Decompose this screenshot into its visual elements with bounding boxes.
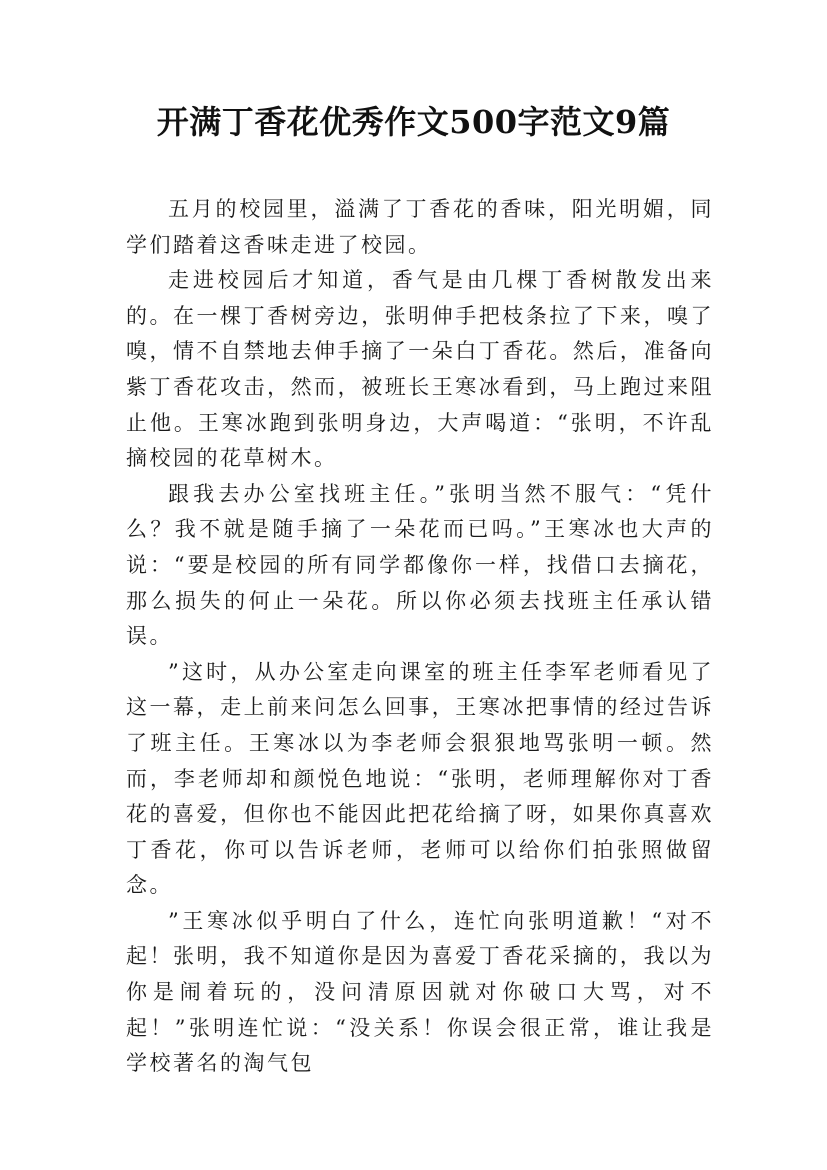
paragraph-4: ”这时，从办公室走向课室的班主任李军老师看见了这一幕，走上前来问怎么回事，王寒冰把事情的经过告诉了班主任。王寒冰以为李老师会狠狠地骂张明一顿。然而，李老师却和颜悦色地说：“张明，老师理解你对丁香花的喜爱，但你也不能因此把花给摘了呀，如果你真喜欢丁香花，你可以告诉老师，老师可以给你们拍张照做留念。: [126, 659, 714, 898]
paragraph-2: 走进校园后才知道，香气是由几棵丁香树散发出来的。在一棵丁香树旁边，张明伸手把枝条拉了下来，嗅了嗅，情不自禁地去伸手摘了一朵白丁香花。然后，准备向紫丁香花攻击，然而，被班长王寒冰看到，马上跑过来阻止他。王寒冰跑到张明身边，大声喝道：“张明，不许乱摘校园的花草树木。: [126, 268, 714, 471]
document-body: [126, 192, 714, 1082]
paragraph-5: ”王寒冰似乎明白了什么，连忙向张明道歉！“对不起！张明，我不知道你是因为喜爱丁香花采摘的，我以为你是闹着玩的，没问清原因就对你破口大骂，对不起！”张明连忙说：“没关系！你误会很正常，谁让我是学校著名的淘气包: [126, 908, 714, 1076]
paragraph-1: 五月的校园里，溢满了丁香花的香味，阳光明媚，同学们踏着这香味走进了校园。: [126, 197, 714, 257]
document-title: 开满丁香花优秀作文500字范文9篇: [156, 103, 671, 141]
paragraph-3: 跟我去办公室找班主任。”张明当然不服气：“凭什么？我不就是随手摘了一朵花而已吗。”王寒冰也大声的说：“要是校园的所有同学都像你一样，找借口去摘花，那么损失的何止一朵花。所以你必须去找班主任承认错误。: [126, 481, 714, 649]
